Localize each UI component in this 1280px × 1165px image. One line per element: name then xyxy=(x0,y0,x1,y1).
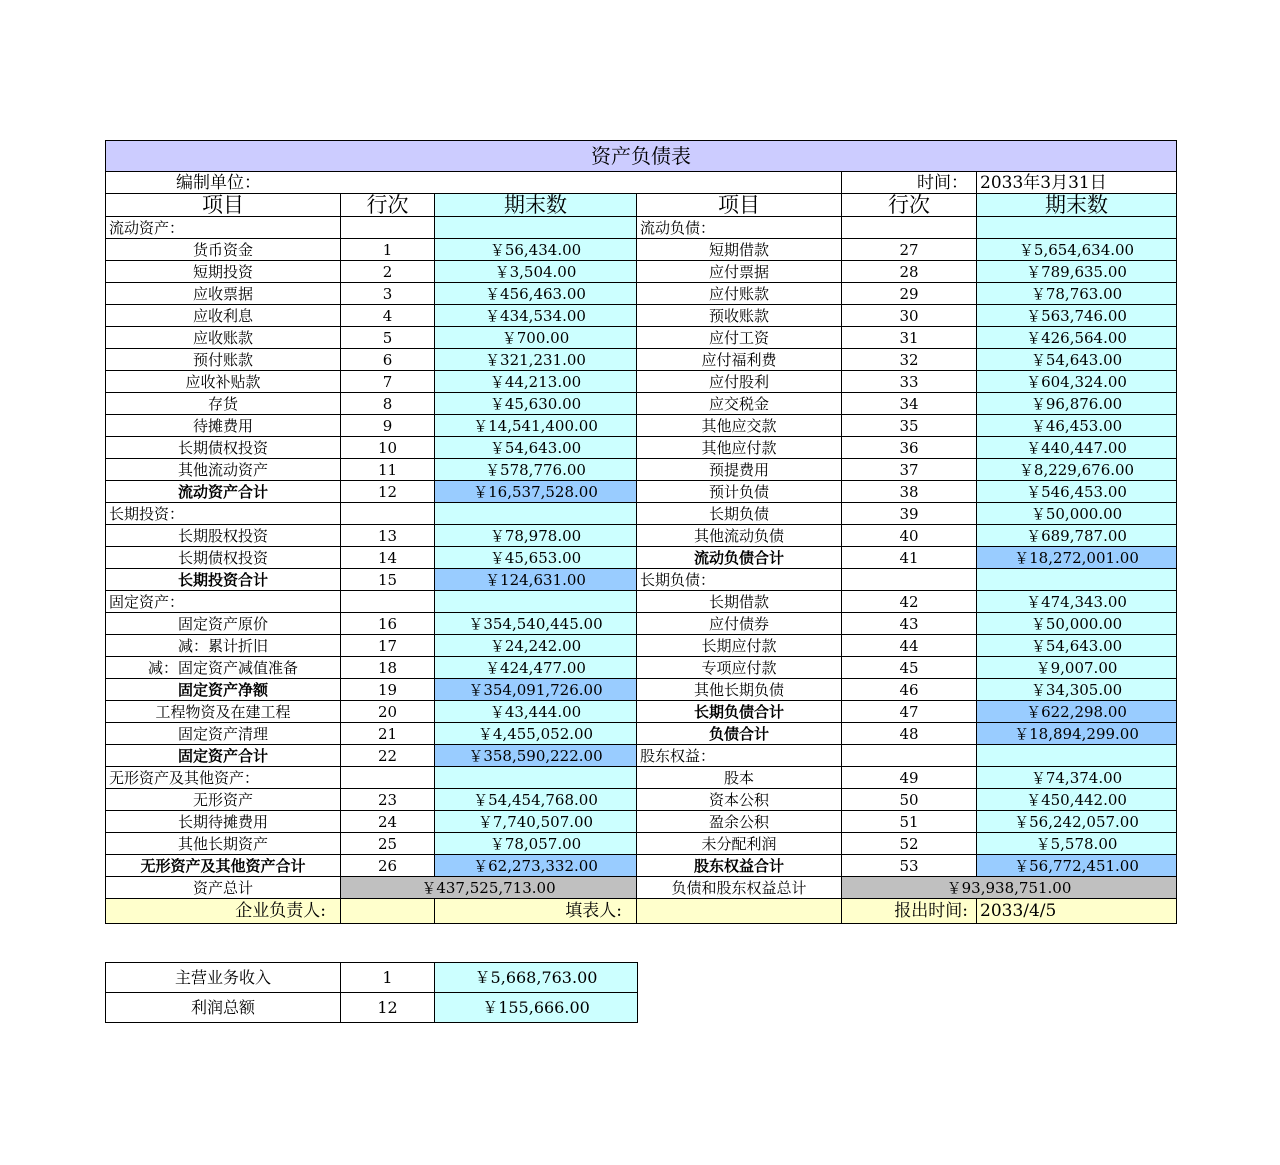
subtotal-label: 流动负债合计 xyxy=(637,547,842,569)
assets-total-value: ￥437,525,713.00 xyxy=(341,877,637,899)
item-amount: ￥45,630.00 xyxy=(435,393,637,415)
table-row xyxy=(106,723,1177,745)
item-label: 应付账款 xyxy=(637,283,842,305)
item-label: 未分配利润 xyxy=(637,833,842,855)
item-amount: ￥700.00 xyxy=(435,327,637,349)
item-amount: ￥456,463.00 xyxy=(435,283,637,305)
row-number: 49 xyxy=(842,767,977,789)
row-number: 51 xyxy=(842,811,977,833)
row-number: 20 xyxy=(341,701,435,723)
item-amount: ￥604,324.00 xyxy=(977,371,1177,393)
item-label: 其他流动资产 xyxy=(106,459,341,481)
item-amount: ￥3,504.00 xyxy=(435,261,637,283)
item-label: 长期待摊费用 xyxy=(106,811,341,833)
item-label: 待摊费用 xyxy=(106,415,341,437)
subtotal-amount: ￥18,272,001.00 xyxy=(977,547,1177,569)
item-amount: ￥45,653.00 xyxy=(435,547,637,569)
section-label: 流动资产： xyxy=(106,217,341,239)
item-label: 长期借款 xyxy=(637,591,842,613)
row-number: 16 xyxy=(341,613,435,635)
row-number: 47 xyxy=(842,701,977,723)
item-amount: ￥9,007.00 xyxy=(977,657,1177,679)
header-row-left: 行次 xyxy=(341,194,435,217)
summary-row xyxy=(106,963,638,993)
item-amount: ￥321,231.00 xyxy=(435,349,637,371)
assets-total-label: 资产总计 xyxy=(106,877,341,899)
table-row xyxy=(106,855,1177,877)
item-amount: ￥546,453.00 xyxy=(977,481,1177,503)
row-number: 40 xyxy=(842,525,977,547)
subtotal-amount: ￥354,091,726.00 xyxy=(435,679,637,701)
income-summary-table xyxy=(105,962,638,1023)
item-label: 其他流动负债 xyxy=(637,525,842,547)
subtotal-label: 无形资产及其他资产合计 xyxy=(106,855,341,877)
amount-cell xyxy=(977,745,1177,767)
company-head-label: 企业负责人: xyxy=(106,899,341,924)
item-amount: ￥50,000.00 xyxy=(977,503,1177,525)
item-label: 工程物资及在建工程 xyxy=(106,701,341,723)
row-number: 4 xyxy=(341,305,435,327)
row-number: 17 xyxy=(341,635,435,657)
row-number: 31 xyxy=(842,327,977,349)
row-number: 33 xyxy=(842,371,977,393)
row-number: 10 xyxy=(341,437,435,459)
table-row xyxy=(106,283,1177,305)
row-number: 25 xyxy=(341,833,435,855)
table-row xyxy=(106,745,1177,767)
table-row xyxy=(106,591,1177,613)
row-number: 24 xyxy=(341,811,435,833)
item-label: 其他应付款 xyxy=(637,437,842,459)
item-label: 短期投资 xyxy=(106,261,341,283)
item-label: 应收补贴款 xyxy=(106,371,341,393)
table-row xyxy=(106,217,1177,239)
item-amount: ￥563,746.00 xyxy=(977,305,1177,327)
section-label: 长期负债： xyxy=(637,569,842,591)
item-amount: ￥5,578.00 xyxy=(977,833,1177,855)
item-amount: ￥46,453.00 xyxy=(977,415,1177,437)
report-time-label: 报出时间: xyxy=(842,899,977,924)
liabilities-equity-total-value: ￥93,938,751.00 xyxy=(842,877,1177,899)
subtotal-label: 固定资产合计 xyxy=(106,745,341,767)
row-number: 28 xyxy=(842,261,977,283)
table-row xyxy=(106,415,1177,437)
subtotal-label: 固定资产净额 xyxy=(106,679,341,701)
row-number: 53 xyxy=(842,855,977,877)
item-label: 固定资产清理 xyxy=(106,723,341,745)
item-label: 应付票据 xyxy=(637,261,842,283)
item-amount: ￥578,776.00 xyxy=(435,459,637,481)
item-label: 应收利息 xyxy=(106,305,341,327)
row-number: 38 xyxy=(842,481,977,503)
row-number: 11 xyxy=(341,459,435,481)
item-amount: ￥424,477.00 xyxy=(435,657,637,679)
table-row xyxy=(106,569,1177,591)
section-label: 股东权益： xyxy=(637,745,842,767)
item-label: 预收账款 xyxy=(637,305,842,327)
table-row xyxy=(106,327,1177,349)
table-row xyxy=(106,349,1177,371)
item-label: 应收账款 xyxy=(106,327,341,349)
row-number: 21 xyxy=(341,723,435,745)
unit-label: 编制单位： xyxy=(106,172,842,194)
table-row xyxy=(106,437,1177,459)
row-number: 2 xyxy=(341,261,435,283)
item-amount: ￥440,447.00 xyxy=(977,437,1177,459)
table-row xyxy=(106,679,1177,701)
item-amount: ￥43,444.00 xyxy=(435,701,637,723)
subtotal-label: 流动资产合计 xyxy=(106,481,341,503)
item-amount: ￥34,305.00 xyxy=(977,679,1177,701)
row-number: 52 xyxy=(842,833,977,855)
table-row xyxy=(106,503,1177,525)
header-item-left: 项目 xyxy=(106,194,341,217)
item-label: 应付股利 xyxy=(637,371,842,393)
table-row xyxy=(106,481,1177,503)
item-label: 资本公积 xyxy=(637,789,842,811)
item-label: 其他长期负债 xyxy=(637,679,842,701)
filler-label: 填表人: xyxy=(435,899,637,924)
item-amount: ￥5,654,634.00 xyxy=(977,239,1177,261)
section-label: 无形资产及其他资产： xyxy=(106,767,341,789)
item-amount: ￥689,787.00 xyxy=(977,525,1177,547)
balance-sheet xyxy=(105,140,1176,924)
row-number: 35 xyxy=(842,415,977,437)
amount-cell xyxy=(435,767,637,789)
table-row xyxy=(106,239,1177,261)
report-date: 2033/4/5 xyxy=(977,899,1177,924)
header-amount-left: 期末数 xyxy=(435,194,637,217)
summary-amount: ￥5,668,763.00 xyxy=(435,963,638,993)
item-amount: ￥54,643.00 xyxy=(435,437,637,459)
row-number: 32 xyxy=(842,349,977,371)
filler-value xyxy=(637,899,842,924)
income-summary xyxy=(105,962,637,1023)
item-amount: ￥354,540,445.00 xyxy=(435,613,637,635)
table-row xyxy=(106,613,1177,635)
table-row xyxy=(106,701,1177,723)
item-label: 应收票据 xyxy=(106,283,341,305)
section-label: 固定资产： xyxy=(106,591,341,613)
table-row xyxy=(106,459,1177,481)
item-label: 减：固定资产减值准备 xyxy=(106,657,341,679)
row-number: 46 xyxy=(842,679,977,701)
row-number: 41 xyxy=(842,547,977,569)
table-row xyxy=(106,393,1177,415)
table-row xyxy=(106,635,1177,657)
row-number: 9 xyxy=(341,415,435,437)
row-number: 30 xyxy=(842,305,977,327)
row-number xyxy=(842,569,977,591)
item-amount: ￥450,442.00 xyxy=(977,789,1177,811)
item-label: 应付工资 xyxy=(637,327,842,349)
row-number: 39 xyxy=(842,503,977,525)
amount-cell xyxy=(977,569,1177,591)
table-row xyxy=(106,525,1177,547)
row-number: 34 xyxy=(842,393,977,415)
item-amount: ￥96,876.00 xyxy=(977,393,1177,415)
row-number: 15 xyxy=(341,569,435,591)
item-amount: ￥24,242.00 xyxy=(435,635,637,657)
table-row xyxy=(106,811,1177,833)
row-number: 48 xyxy=(842,723,977,745)
header-row-right: 行次 xyxy=(842,194,977,217)
item-label: 其他长期资产 xyxy=(106,833,341,855)
table-row xyxy=(106,833,1177,855)
summary-label: 主营业务收入 xyxy=(106,963,341,993)
item-label: 短期借款 xyxy=(637,239,842,261)
item-amount: ￥54,643.00 xyxy=(977,349,1177,371)
row-number: 26 xyxy=(341,855,435,877)
row-number xyxy=(341,591,435,613)
time-label: 时间： xyxy=(842,172,977,194)
table-row xyxy=(106,305,1177,327)
item-amount: ￥50,000.00 xyxy=(977,613,1177,635)
row-number: 43 xyxy=(842,613,977,635)
item-amount: ￥44,213.00 xyxy=(435,371,637,393)
subtotal-amount: ￥56,772,451.00 xyxy=(977,855,1177,877)
summary-row xyxy=(106,993,638,1023)
row-number xyxy=(341,503,435,525)
item-label: 固定资产原价 xyxy=(106,613,341,635)
item-amount: ￥426,564.00 xyxy=(977,327,1177,349)
item-label: 预提费用 xyxy=(637,459,842,481)
item-label: 长期债权投资 xyxy=(106,547,341,569)
item-label: 减：累计折旧 xyxy=(106,635,341,657)
section-label: 流动负债： xyxy=(637,217,842,239)
row-number: 5 xyxy=(341,327,435,349)
item-amount: ￥8,229,676.00 xyxy=(977,459,1177,481)
item-label: 应交税金 xyxy=(637,393,842,415)
item-amount: ￥78,978.00 xyxy=(435,525,637,547)
item-amount: ￥56,242,057.00 xyxy=(977,811,1177,833)
item-label: 货币资金 xyxy=(106,239,341,261)
table-row xyxy=(106,261,1177,283)
item-label: 应付债券 xyxy=(637,613,842,635)
summary-label: 利润总额 xyxy=(106,993,341,1023)
row-number: 13 xyxy=(341,525,435,547)
row-number: 14 xyxy=(341,547,435,569)
summary-row-number: 12 xyxy=(341,993,435,1023)
item-label: 长期股权投资 xyxy=(106,525,341,547)
row-number: 7 xyxy=(341,371,435,393)
amount-cell xyxy=(435,591,637,613)
row-number: 42 xyxy=(842,591,977,613)
amount-cell xyxy=(435,217,637,239)
item-label: 长期债权投资 xyxy=(106,437,341,459)
row-number: 22 xyxy=(341,745,435,767)
time-value: 2033年3月31日 xyxy=(977,172,1177,194)
item-amount: ￥434,534.00 xyxy=(435,305,637,327)
subtotal-amount: ￥358,590,222.00 xyxy=(435,745,637,767)
subtotal-amount: ￥16,537,528.00 xyxy=(435,481,637,503)
header-amount-right: 期末数 xyxy=(977,194,1177,217)
item-label: 其他应交款 xyxy=(637,415,842,437)
item-label: 专项应付款 xyxy=(637,657,842,679)
item-label: 长期负债 xyxy=(637,503,842,525)
item-amount: ￥789,635.00 xyxy=(977,261,1177,283)
row-number: 45 xyxy=(842,657,977,679)
row-number: 1 xyxy=(341,239,435,261)
row-number: 19 xyxy=(341,679,435,701)
liabilities-equity-total-label: 负债和股东权益总计 xyxy=(637,877,842,899)
row-number: 18 xyxy=(341,657,435,679)
subtotal-label: 股东权益合计 xyxy=(637,855,842,877)
row-number: 6 xyxy=(341,349,435,371)
section-label: 长期投资： xyxy=(106,503,341,525)
item-amount: ￥74,374.00 xyxy=(977,767,1177,789)
row-number: 29 xyxy=(842,283,977,305)
subtotal-amount: ￥62,273,332.00 xyxy=(435,855,637,877)
sheet-title: 资产负债表 xyxy=(106,141,1177,172)
summary-amount: ￥155,666.00 xyxy=(435,993,638,1023)
item-amount: ￥78,057.00 xyxy=(435,833,637,855)
amount-cell xyxy=(977,217,1177,239)
row-number xyxy=(341,767,435,789)
header-item-right: 项目 xyxy=(637,194,842,217)
row-number: 23 xyxy=(341,789,435,811)
table-row xyxy=(106,547,1177,569)
item-amount: ￥4,455,052.00 xyxy=(435,723,637,745)
row-number: 27 xyxy=(842,239,977,261)
row-number: 3 xyxy=(341,283,435,305)
item-label: 预计负债 xyxy=(637,481,842,503)
item-label: 盈余公积 xyxy=(637,811,842,833)
table-row xyxy=(106,767,1177,789)
row-number xyxy=(842,745,977,767)
row-number: 44 xyxy=(842,635,977,657)
row-number: 50 xyxy=(842,789,977,811)
table-row xyxy=(106,789,1177,811)
table-row xyxy=(106,657,1177,679)
item-amount: ￥56,434.00 xyxy=(435,239,637,261)
item-label: 存货 xyxy=(106,393,341,415)
item-amount: ￥474,343.00 xyxy=(977,591,1177,613)
subtotal-amount: ￥18,894,299.00 xyxy=(977,723,1177,745)
item-amount: ￥54,454,768.00 xyxy=(435,789,637,811)
amount-cell xyxy=(435,503,637,525)
subtotal-label: 长期负债合计 xyxy=(637,701,842,723)
item-amount: ￥7,740,507.00 xyxy=(435,811,637,833)
table-row xyxy=(106,371,1177,393)
item-label: 无形资产 xyxy=(106,789,341,811)
row-number xyxy=(341,217,435,239)
item-label: 预付账款 xyxy=(106,349,341,371)
subtotal-label: 长期投资合计 xyxy=(106,569,341,591)
subtotal-label: 负债合计 xyxy=(637,723,842,745)
row-number: 12 xyxy=(341,481,435,503)
row-number: 8 xyxy=(341,393,435,415)
item-label: 股本 xyxy=(637,767,842,789)
summary-row-number: 1 xyxy=(341,963,435,993)
item-label: 长期应付款 xyxy=(637,635,842,657)
item-amount: ￥14,541,400.00 xyxy=(435,415,637,437)
item-amount: ￥54,643.00 xyxy=(977,635,1177,657)
balance-sheet-table xyxy=(105,140,1177,924)
company-head-value xyxy=(341,899,435,924)
row-number xyxy=(842,217,977,239)
subtotal-amount: ￥622,298.00 xyxy=(977,701,1177,723)
row-number: 37 xyxy=(842,459,977,481)
row-number: 36 xyxy=(842,437,977,459)
item-amount: ￥78,763.00 xyxy=(977,283,1177,305)
item-label: 应付福利费 xyxy=(637,349,842,371)
subtotal-amount: ￥124,631.00 xyxy=(435,569,637,591)
